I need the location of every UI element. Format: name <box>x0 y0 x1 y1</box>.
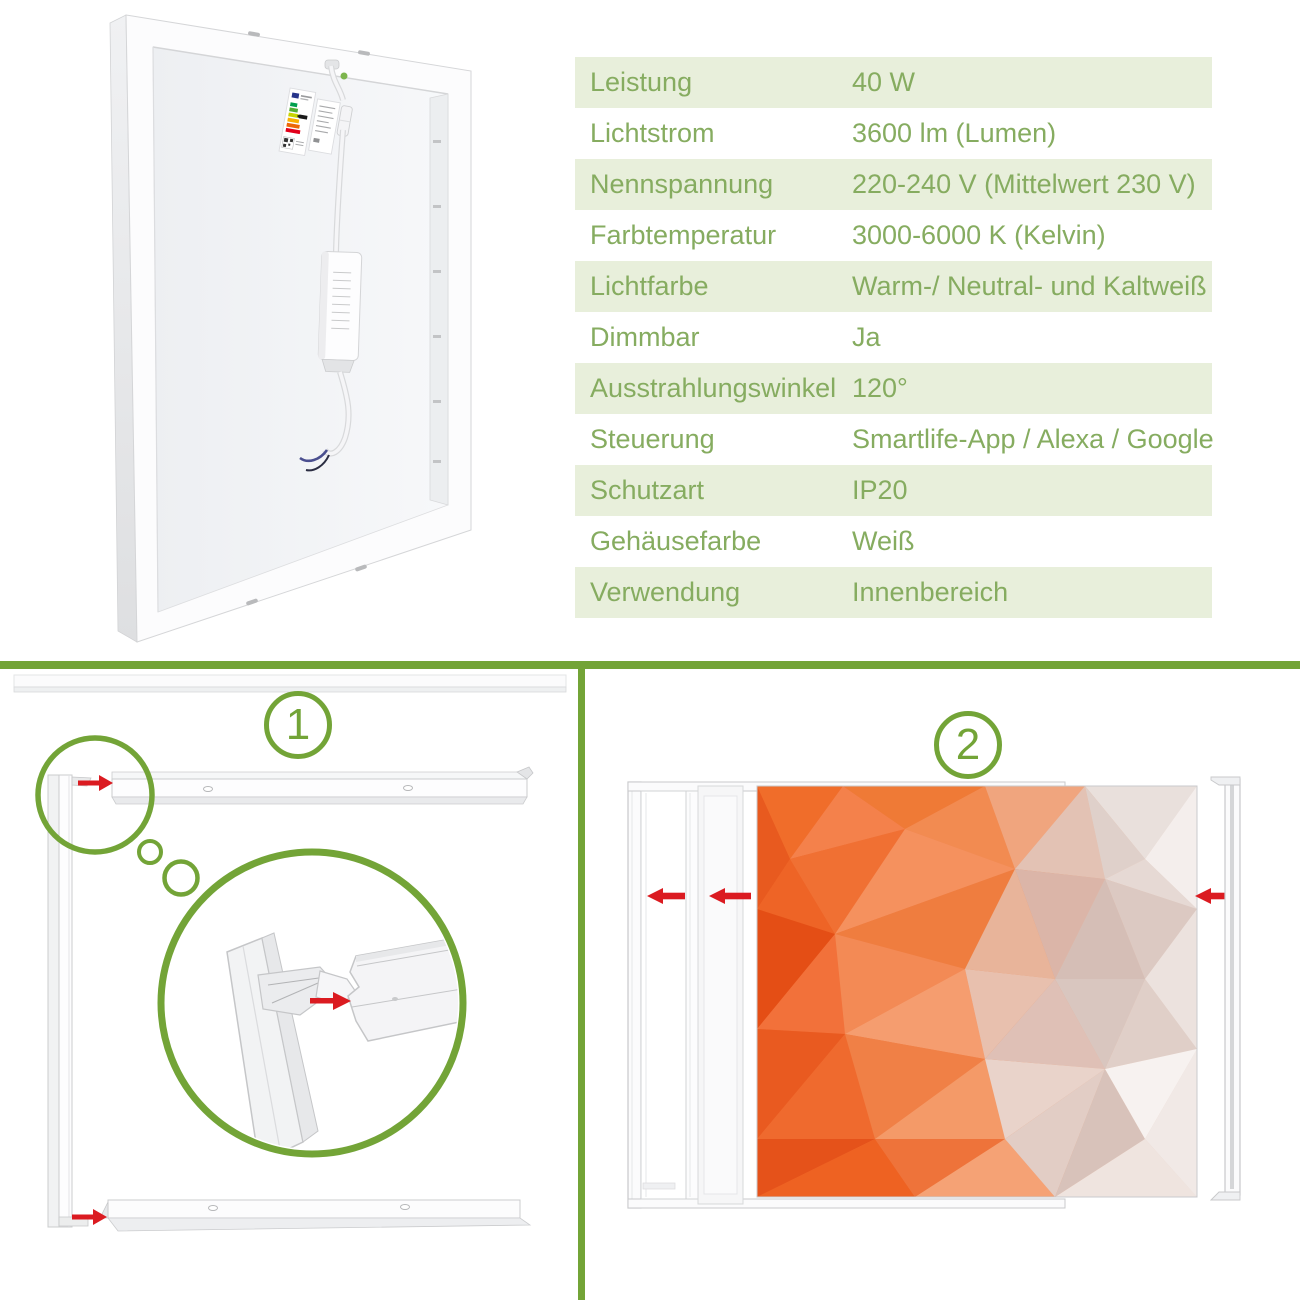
spec-value: 220-240 V (Mittelwert 230 V) <box>852 169 1196 199</box>
vertical-divider <box>578 669 585 1300</box>
spec-label: Farbtemperatur <box>590 220 777 250</box>
led-driver-box <box>318 251 362 372</box>
spec-value: IP20 <box>852 475 908 505</box>
spec-label: Dimmbar <box>590 322 700 352</box>
frame-rail-right <box>1211 777 1240 1200</box>
assembly-step1-diagram <box>0 669 578 1300</box>
spec-table <box>575 57 1212 618</box>
diffuser-inner <box>704 796 737 1194</box>
spec-row <box>575 567 1212 618</box>
frame-bottom-rail <box>628 1199 1065 1208</box>
step-1-badge: 1 <box>264 691 332 759</box>
rail-top-hook <box>1211 777 1240 785</box>
spec-value: Weiß <box>852 526 915 556</box>
frame-mid-wall <box>686 791 698 1199</box>
frame-channel <box>641 791 686 1199</box>
spec-value: 3000-6000 K (Kelvin) <box>852 220 1106 250</box>
zoom-bubble-large <box>165 862 198 895</box>
frame-rail-bottom <box>100 1200 530 1231</box>
screw-hole <box>204 787 213 792</box>
spec-label: Schutzart <box>590 475 705 505</box>
spec-row <box>575 363 1212 414</box>
spec-value: 3600 lm (Lumen) <box>852 118 1057 148</box>
spec-row <box>575 465 1212 516</box>
spec-row <box>575 516 1212 567</box>
spec-value: Smartlife-App / Alexa / Google <box>852 424 1214 454</box>
frame-left-wall <box>628 782 641 1208</box>
spec-label: Gehäusefarbe <box>590 526 762 556</box>
spec-row <box>575 261 1212 312</box>
channel-foot <box>643 1183 675 1189</box>
spec-row <box>575 312 1212 363</box>
top-cropped-rail <box>14 675 566 692</box>
frame-rail-left <box>48 775 91 1227</box>
horizontal-divider <box>0 661 1300 669</box>
spec-value: Warm-/ Neutral- und Kaltweiß <box>852 271 1207 301</box>
led-panel-back-photo <box>0 0 575 660</box>
spec-label: Ausstrahlungswinkel <box>590 373 837 403</box>
spec-label: Nennspannung <box>590 169 774 199</box>
rail-bottom-hook <box>1211 1192 1240 1200</box>
panel-polygon-pattern <box>757 786 1197 1197</box>
zoom-bubble-small <box>139 841 161 863</box>
spec-label: Leistung <box>590 67 693 97</box>
spec-row <box>575 108 1212 159</box>
screw-hole <box>209 1206 218 1211</box>
frame-rail-top <box>112 767 533 804</box>
spec-value: 120° <box>852 373 908 403</box>
spec-label: Lichtfarbe <box>590 271 709 301</box>
spec-label: Steuerung <box>590 424 715 454</box>
spec-label: Lichtstrom <box>590 118 715 148</box>
screw-hole <box>401 1205 410 1210</box>
spec-row <box>575 414 1212 465</box>
spec-row <box>575 57 1212 108</box>
driver-clip <box>322 359 354 372</box>
spec-row <box>575 159 1212 210</box>
qr-code <box>282 137 295 150</box>
spec-value: Innenbereich <box>852 577 1009 607</box>
step-2-badge: 2 <box>934 711 1002 779</box>
spec-value: Ja <box>852 322 881 352</box>
green-clip-dot <box>341 73 348 80</box>
spec-row <box>575 210 1212 261</box>
spec-value: 40 W <box>852 67 916 97</box>
spec-label: Verwendung <box>590 577 741 607</box>
frame-right-lip <box>430 94 448 505</box>
screw-hole <box>404 786 413 791</box>
